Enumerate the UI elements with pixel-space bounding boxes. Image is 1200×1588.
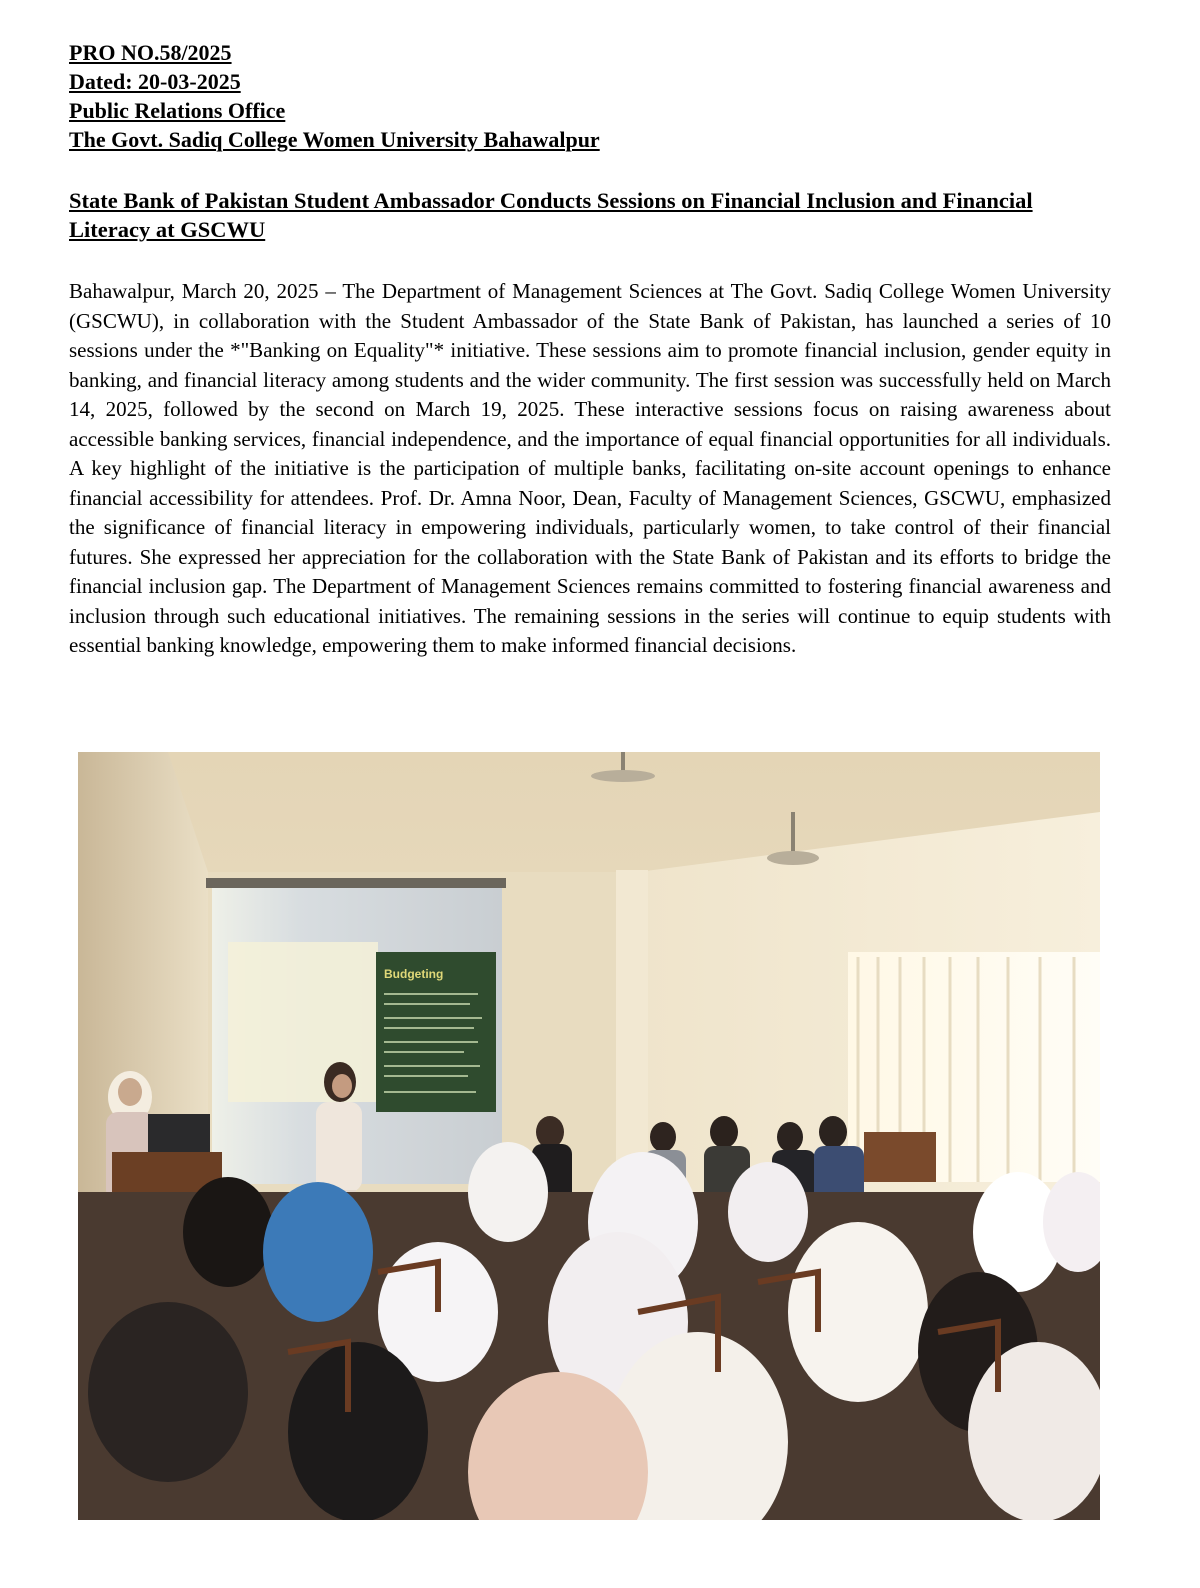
screen-housing xyxy=(206,878,506,888)
release-header xyxy=(69,38,1129,154)
pro-number: PRO NO.58/2025 xyxy=(69,40,232,65)
slide-title: Budgeting xyxy=(384,967,444,981)
article-body: Bahawalpur, March 20, 2025 – The Department of Management Sciences at The Govt. Sadiq College Women University (GSCWU), in collaboration with the Student Ambassador of the State Bank of Pakistan, has launched a series of 10 sessions under the *"Banking on Equality"* initiative. These sessions aim to promote financial inclusion, gender equity in banking, and financial literacy among students and the wider community. The first session was successfully held on March 14, 2025, followed by the second on March 19, 2025. These interactive sessions focus on raising awareness about accessible banking services, financial independence, and the importance of equal financial opportunities for all individuals. A key highlight of the initiative is the participation of multiple banks, facilitating on-site account openings to enhance financial accessibility for attendees. Prof. Dr. Amna Noor, Dean, Faculty of Management Sciences, GSCWU, emphasized the significance of financial literacy in empowering individuals, particularly women, to take control of their financial futures. She expressed her appreciation for the collaboration with the State Bank of Pakistan and its efforts to bridge the financial inclusion gap. The Department of Management Sciences remains committed to fostering financial awareness and inclusion through such educational initiatives. The remaining sessions in the series will continue to equip students with essential banking knowledge, empowering them to make informed financial decisions. xyxy=(69,279,1111,657)
institution-name: The Govt. Sadiq College Women University Bahawalpur xyxy=(69,127,600,152)
office-name: Public Relations Office xyxy=(69,98,286,123)
laptop xyxy=(148,1114,210,1152)
event-photo xyxy=(78,752,1100,1520)
article-headline: State Bank of Pakistan Student Ambassador Conducts Sessions on Financial Inclusion and Financial Literacy at GSCWU xyxy=(69,188,1033,242)
release-date: Dated: 20-03-2025 xyxy=(69,69,241,94)
side-desk xyxy=(864,1132,936,1182)
